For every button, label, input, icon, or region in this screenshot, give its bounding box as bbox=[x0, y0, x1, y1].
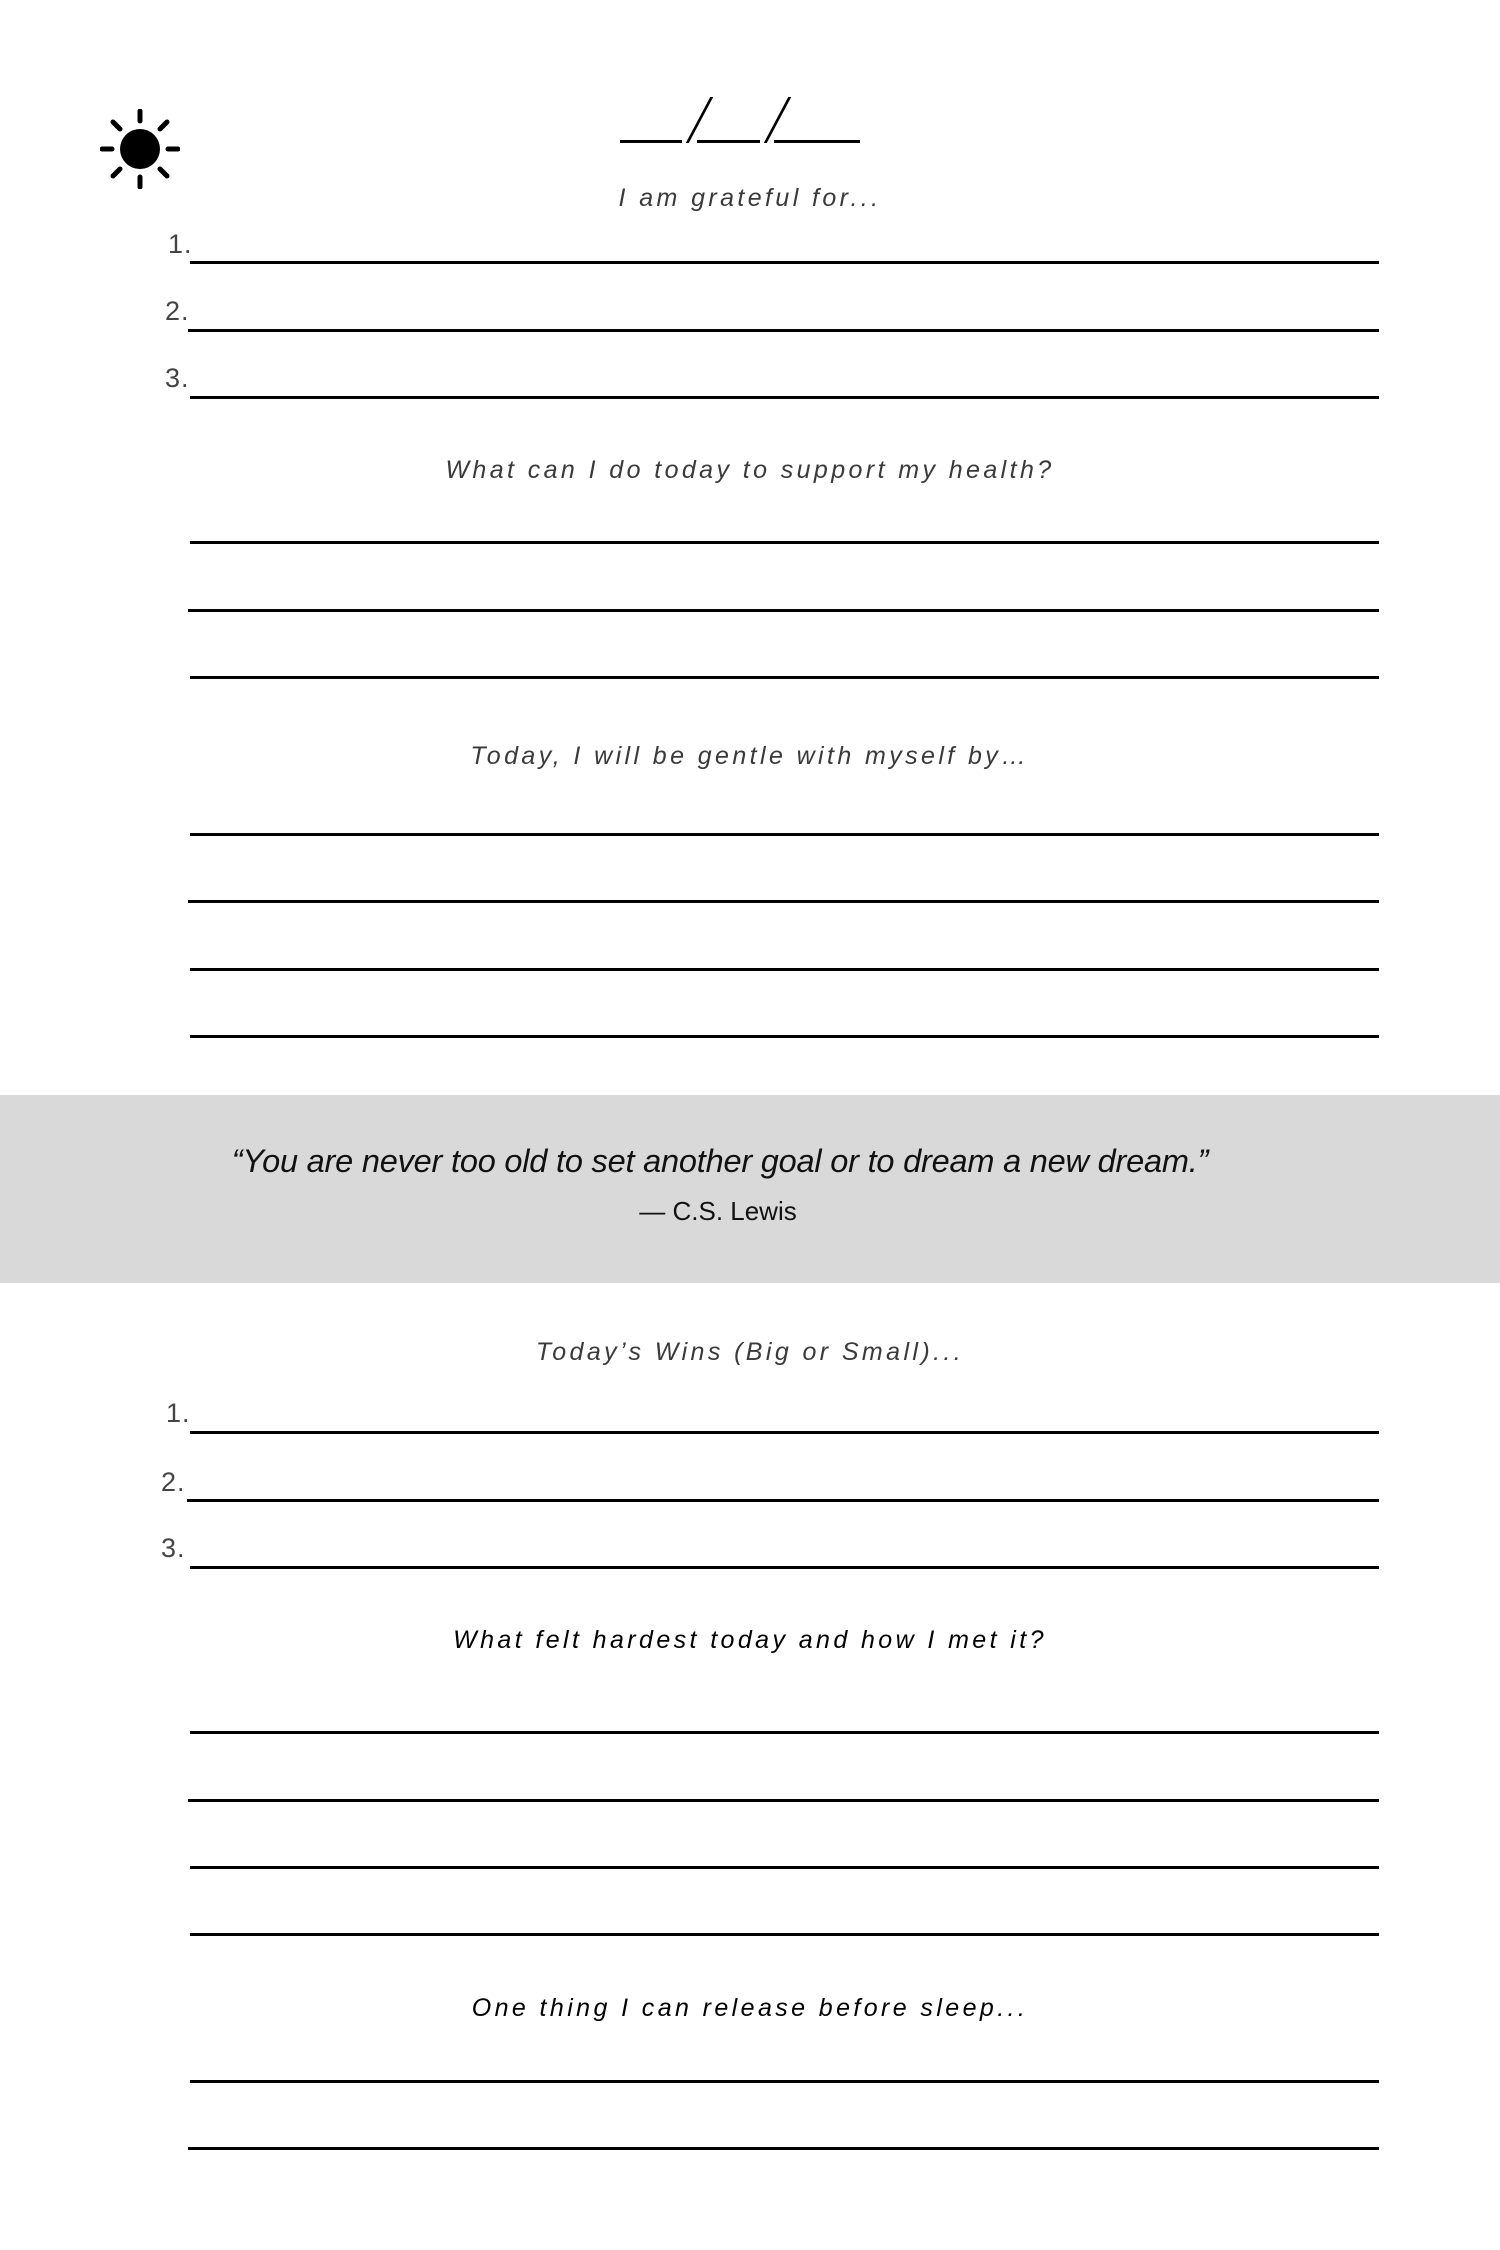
date-day-blank bbox=[697, 140, 760, 143]
hardest-line-1[interactable] bbox=[190, 1731, 1379, 1734]
quote-author: — C.S. Lewis bbox=[639, 1196, 797, 1226]
wins-line-3[interactable] bbox=[190, 1566, 1379, 1569]
gentle-line-4[interactable] bbox=[190, 1035, 1379, 1038]
release-prompt: One thing I can release before sleep... bbox=[471, 1994, 1029, 2022]
wins-prompt: Today’s Wins (Big or Small)... bbox=[535, 1338, 965, 1366]
list-number: 2. bbox=[165, 296, 190, 326]
wins-line-1[interactable] bbox=[190, 1431, 1379, 1434]
list-number: 3. bbox=[161, 1533, 186, 1563]
gentle-line-3[interactable] bbox=[190, 968, 1379, 971]
grateful-line-3[interactable] bbox=[190, 396, 1379, 399]
health-prompt: What can I do today to support my health? bbox=[445, 456, 1055, 484]
date-month-blank bbox=[620, 140, 682, 143]
release-line-1[interactable] bbox=[190, 2080, 1379, 2083]
list-number: 2. bbox=[161, 1467, 186, 1497]
grateful-prompt: I am grateful for... bbox=[618, 184, 882, 212]
health-line-2[interactable] bbox=[188, 609, 1379, 612]
list-number: 1. bbox=[166, 1398, 191, 1428]
gentle-prompt: Today, I will be gentle with myself by… bbox=[470, 742, 1030, 770]
list-number: 3. bbox=[165, 363, 190, 393]
grateful-line-2[interactable] bbox=[188, 329, 1379, 332]
hardest-prompt: What felt hardest today and how I met it? bbox=[453, 1626, 1047, 1654]
health-line-3[interactable] bbox=[190, 676, 1379, 679]
grateful-line-1[interactable] bbox=[190, 261, 1379, 264]
list-number: 1. bbox=[168, 229, 193, 259]
health-line-1[interactable] bbox=[190, 541, 1379, 544]
quote-band bbox=[0, 1095, 1500, 1283]
hardest-line-4[interactable] bbox=[190, 1933, 1379, 1936]
hardest-line-2[interactable] bbox=[188, 1799, 1379, 1802]
sun-icon bbox=[100, 109, 180, 189]
quote-text: “You are never too old to set another goal or to dream a new dream.” bbox=[231, 1143, 1209, 1179]
gentle-line-2[interactable] bbox=[188, 900, 1379, 903]
wins-line-2[interactable] bbox=[187, 1499, 1379, 1502]
release-line-2[interactable] bbox=[188, 2147, 1379, 2150]
hardest-line-3[interactable] bbox=[190, 1866, 1379, 1869]
gentle-line-1[interactable] bbox=[190, 833, 1379, 836]
date-year-blank bbox=[774, 140, 860, 143]
